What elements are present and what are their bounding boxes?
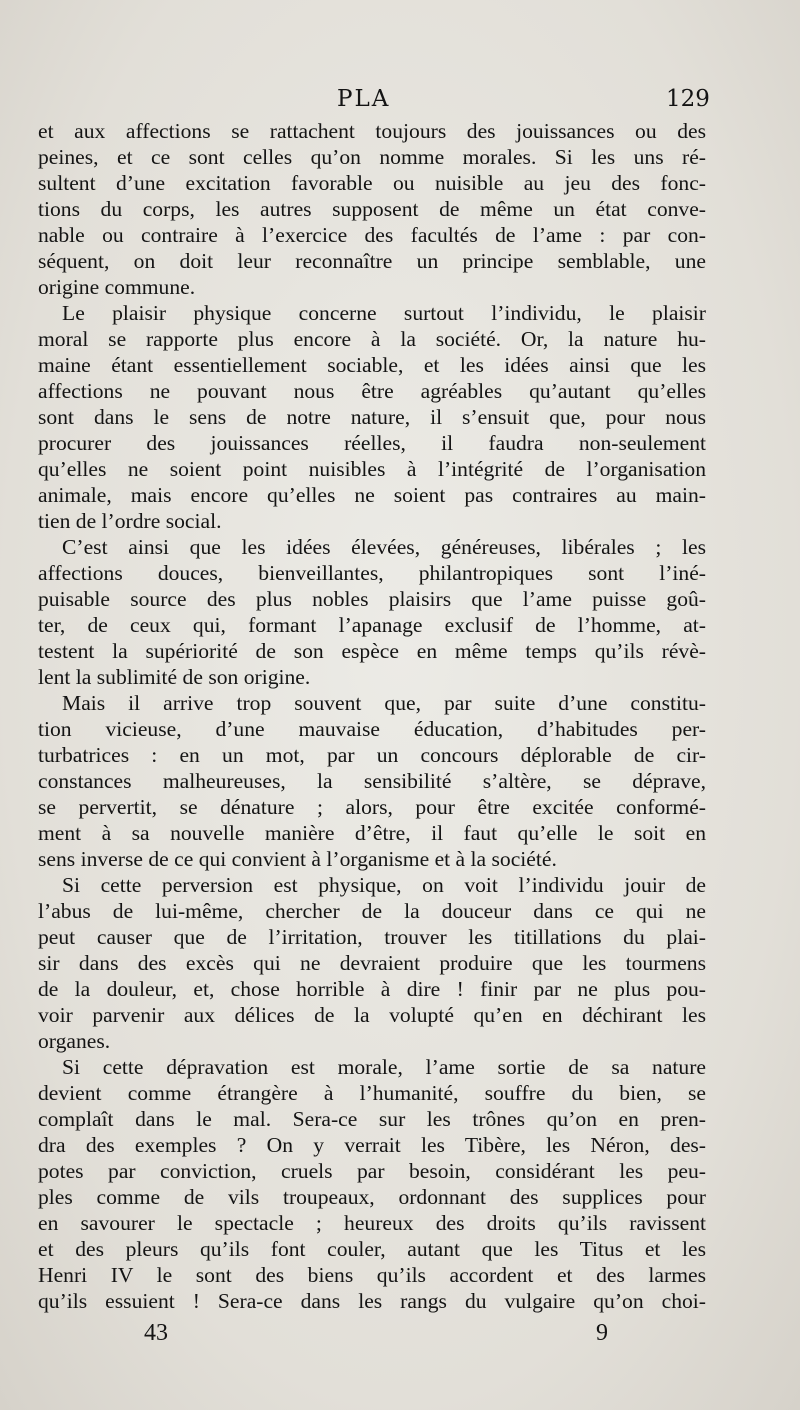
- text-line: séquent, on doit leur reconnaître un principe semblable, une: [38, 249, 706, 273]
- text-line: lent la sublimité de son origine.: [38, 665, 311, 689]
- text-line: voir parvenir aux délices de la volupté qu’en en déchirant les: [38, 1003, 706, 1027]
- text-line: peut causer que de l’irritation, trouver les titillations du plai-: [38, 925, 706, 949]
- page-number: 129: [666, 86, 710, 112]
- text-line: et des pleurs qu’ils font couler, autant que les Titus et les: [38, 1237, 706, 1261]
- text-line: turbatrices : en un mot, par un concours déplorable de cir-: [38, 743, 706, 767]
- page-footer: [0, 1320, 800, 1354]
- text-line: affections ne pouvant nous être agréables qu’autant qu’elles: [38, 379, 706, 403]
- text-line: sir dans des excès qui ne devraient produire que les tourmens: [38, 951, 706, 975]
- gathering-number: 9: [596, 1320, 608, 1346]
- text-line: Henri IV le sont des biens qu’ils accordent et des larmes: [38, 1263, 706, 1287]
- text-line: ter, de ceux qui, formant l’apanage exclusif de l’homme, at-: [38, 613, 706, 637]
- text-line: affections douces, bienveillantes, philantropiques sont l’iné-: [38, 561, 706, 585]
- text-line: sultent d’une excitation favorable ou nuisible au jeu des fonc-: [38, 171, 706, 195]
- text-line: nable ou contraire à l’exercice des facultés de l’ame : par con-: [38, 223, 706, 247]
- text-line: tion vicieuse, d’une mauvaise éducation, d’habitudes per-: [38, 717, 706, 741]
- text-line: devient comme étrangère à l’humanité, souffre du bien, se: [38, 1081, 706, 1105]
- text-line: testent la supériorité de son espèce en même temps qu’ils révè-: [38, 639, 706, 663]
- signature-mark: 43: [144, 1320, 168, 1346]
- text-line: potes par conviction, cruels par besoin, considérant les peu-: [38, 1159, 706, 1183]
- text-line: Si cette perversion est physique, on voit l’individu jouir de: [62, 873, 706, 897]
- text-line: tien de l’ordre social.: [38, 509, 222, 533]
- text-line: ment à sa nouvelle manière d’être, il faut qu’elle le soit en: [38, 821, 706, 845]
- text-line: sont dans le sens de notre nature, il s’ensuit que, pour nous: [38, 405, 706, 429]
- text-line: complaît dans le mal. Sera-ce sur les trônes qu’on en pren-: [38, 1107, 706, 1131]
- text-line: ples comme de vils troupeaux, ordonnant des supplices pour: [38, 1185, 706, 1209]
- text-line: Le plaisir physique concerne surtout l’individu, le plaisir: [62, 301, 706, 325]
- text-line: sens inverse de ce qui convient à l’organisme et à la société.: [38, 847, 557, 871]
- text-line: et aux affections se rattachent toujours des jouissances ou des: [38, 119, 706, 143]
- text-line: dra des exemples ? On y verrait les Tibère, les Néron, des-: [38, 1133, 706, 1157]
- text-line: organes.: [38, 1029, 111, 1053]
- text-line: moral se rapporte plus encore à la société. Or, la nature hu-: [38, 327, 706, 351]
- text-line: Si cette dépravation est morale, l’ame sortie de sa nature: [62, 1055, 706, 1079]
- text-line: se pervertit, se dénature ; alors, pour être excitée conformé-: [38, 795, 706, 819]
- text-line: qu’elles ne soient point nuisibles à l’intégrité de l’organisation: [38, 457, 706, 481]
- text-line: l’abus de lui-même, chercher de la douceur dans ce qui ne: [38, 899, 706, 923]
- text-line: puisable source des plus nobles plaisirs que l’ame puisse goû-: [38, 587, 706, 611]
- text-line: procurer des jouissances réelles, il faudra non-seulement: [38, 431, 706, 455]
- text-line: maine étant essentiellement sociable, et les idées ainsi que les: [38, 353, 706, 377]
- text-line: en savourer le spectacle ; heureux des droits qu’ils ravissent: [38, 1211, 706, 1235]
- text-line: de la douleur, et, chose horrible à dire ! finir par ne plus pou-: [38, 977, 706, 1001]
- text-line: peines, et ce sont celles qu’on nomme morales. Si les uns ré-: [38, 145, 706, 169]
- text-line: constances malheureuses, la sensibilité s’altère, se déprave,: [38, 769, 706, 793]
- text-line: Mais il arrive trop souvent que, par suite d’une constitu-: [62, 691, 706, 715]
- text-line: C’est ainsi que les idées élevées, généreuses, libérales ; les: [62, 535, 706, 559]
- text-line: animale, mais encore qu’elles ne soient pas contraires au main-: [38, 483, 706, 507]
- running-title: PLA: [337, 86, 391, 112]
- running-header: [0, 86, 800, 116]
- text-line: tions du corps, les autres supposent de même un état conve-: [38, 197, 706, 221]
- text-line: qu’ils essuient ! Sera-ce dans les rangs du vulgaire qu’on choi-: [38, 1289, 706, 1313]
- body-text: [38, 118, 706, 1314]
- text-line: origine commune.: [38, 275, 196, 299]
